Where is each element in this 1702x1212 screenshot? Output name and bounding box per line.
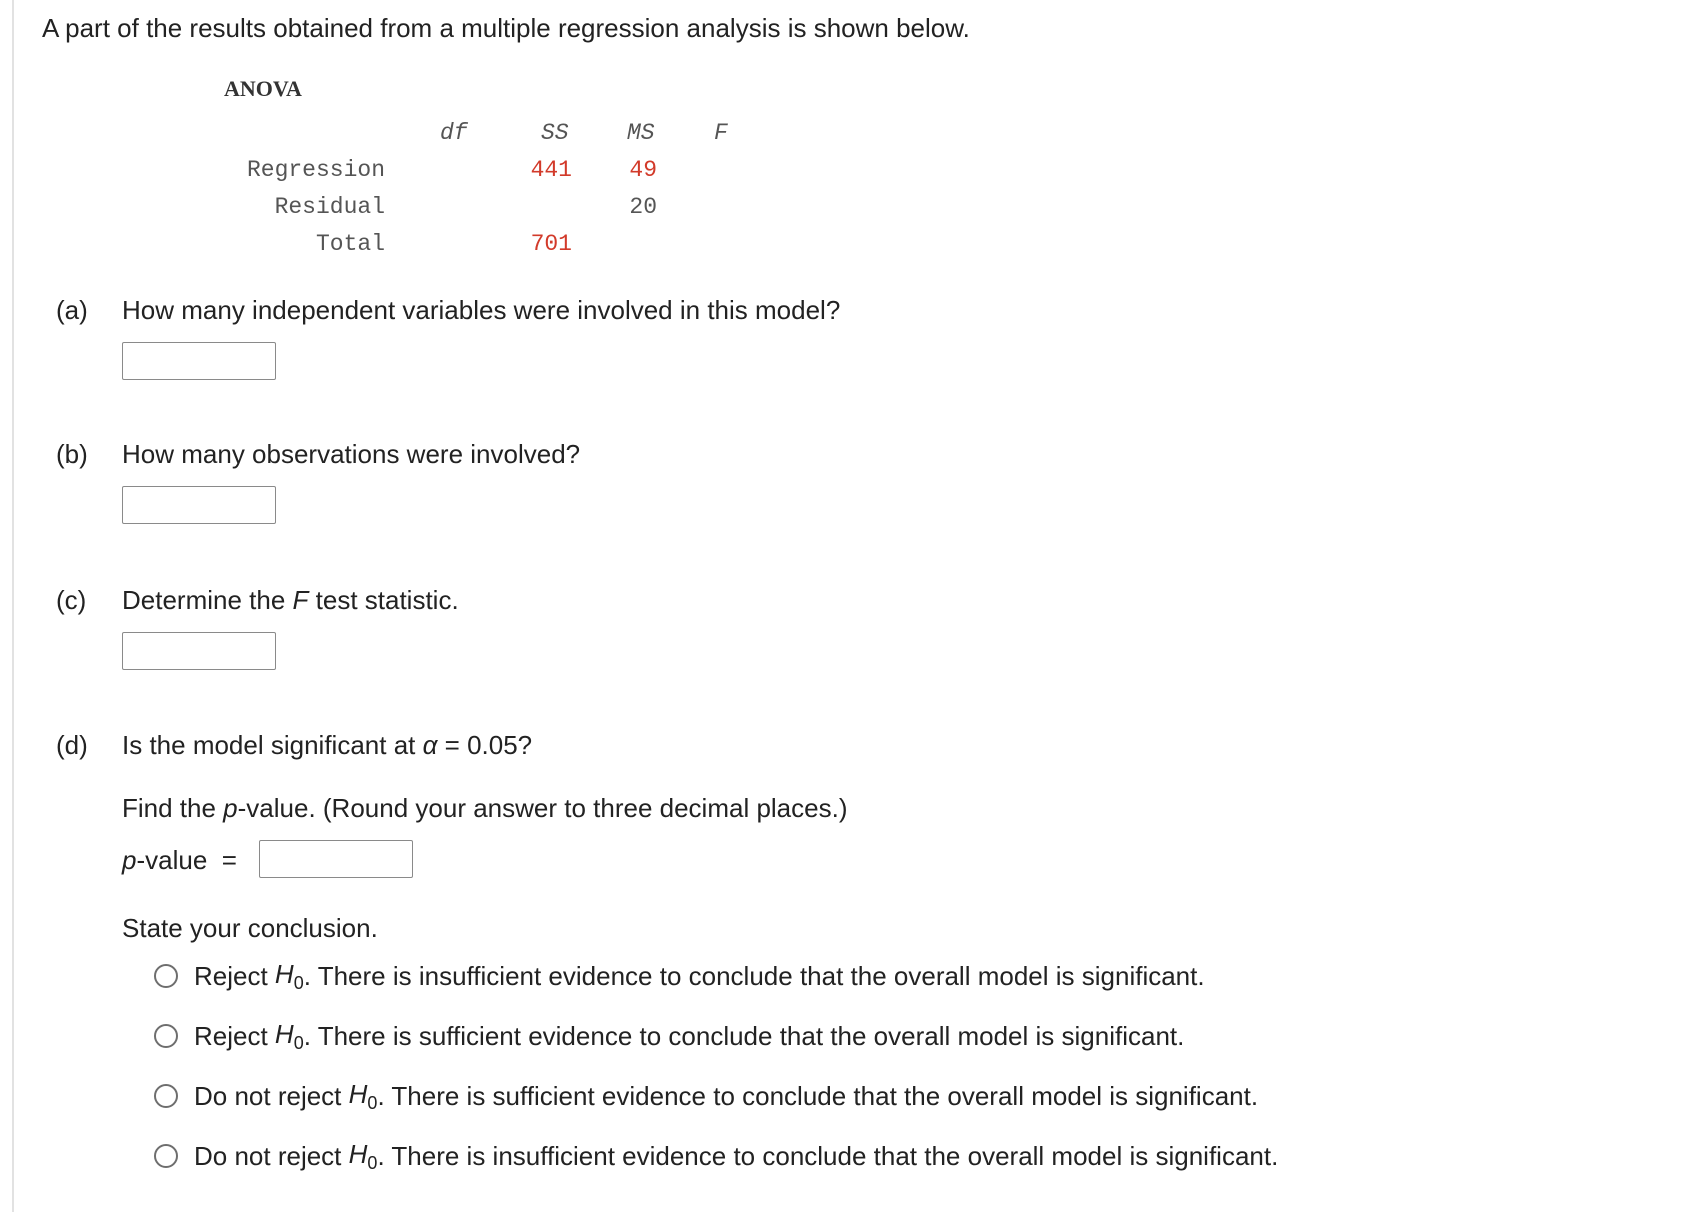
regression-ss: 441 bbox=[530, 157, 572, 183]
h0-symbol bbox=[349, 1139, 378, 1174]
anova-title: ANOVA bbox=[224, 76, 302, 101]
header-ms: MS bbox=[627, 120, 655, 146]
regression-ms: 49 bbox=[629, 157, 657, 183]
row-label-regression: Regression bbox=[246, 157, 385, 183]
header-f: F bbox=[714, 120, 728, 146]
pvalue-label-p: p bbox=[122, 845, 137, 875]
option-2-prefix: Reject bbox=[194, 1020, 275, 1051]
h-subscript: 0 bbox=[367, 1092, 378, 1113]
answer-c-input[interactable] bbox=[122, 632, 276, 670]
option-2-suffix: . There is sufficient evidence to conclude that the overall model is significant. bbox=[303, 1020, 1185, 1051]
h-letter: H bbox=[348, 1078, 368, 1109]
radio-button-2[interactable] bbox=[154, 1024, 178, 1048]
option-3-prefix: Do not reject bbox=[194, 1080, 349, 1111]
radio-button-4[interactable] bbox=[154, 1144, 178, 1168]
question-d-text-after: = 0.05? bbox=[437, 730, 533, 760]
option-3-suffix: . There is sufficient evidence to conclude that the overall model is significant. bbox=[377, 1080, 1259, 1111]
h-letter: H bbox=[274, 958, 294, 989]
h0-symbol bbox=[275, 959, 304, 994]
conclusion-option-1[interactable] bbox=[154, 959, 1205, 993]
p-variable: p bbox=[223, 793, 238, 823]
conclusion-option-4[interactable] bbox=[154, 1139, 1278, 1173]
total-ss: 701 bbox=[530, 231, 572, 257]
question-a-label: (a) bbox=[56, 295, 88, 325]
h-letter: H bbox=[348, 1138, 368, 1169]
row-label-residual: Residual bbox=[274, 194, 385, 220]
row-label-total: Total bbox=[315, 231, 385, 257]
question-c-text-after: test statistic. bbox=[308, 585, 459, 615]
option-1-prefix: Reject bbox=[194, 960, 275, 991]
question-d-label: (d) bbox=[56, 730, 88, 760]
residual-ms: 20 bbox=[629, 194, 657, 220]
h0-symbol bbox=[275, 1019, 304, 1054]
h0-symbol bbox=[349, 1079, 378, 1114]
answer-b-input[interactable] bbox=[122, 486, 276, 524]
header-df: df bbox=[440, 120, 468, 146]
h-subscript: 0 bbox=[293, 1032, 304, 1053]
option-4-suffix: . There is insufficient evidence to conclude that the overall model is significant. bbox=[377, 1140, 1279, 1171]
option-4-prefix: Do not reject bbox=[194, 1140, 349, 1171]
pvalue-label-after: -value = bbox=[136, 845, 237, 875]
h-letter: H bbox=[274, 1018, 294, 1049]
pvalue-prompt-after: -value. (Round your answer to three decimal places.) bbox=[237, 793, 848, 823]
pvalue-input[interactable] bbox=[259, 840, 413, 878]
question-c-text-before: Determine the bbox=[122, 585, 293, 615]
conclusion-option-3[interactable] bbox=[154, 1079, 1258, 1113]
question-d-text-before: Is the model significant at bbox=[122, 730, 423, 760]
pvalue-label bbox=[122, 843, 237, 877]
h-subscript: 0 bbox=[367, 1152, 378, 1173]
header-ss: SS bbox=[541, 120, 569, 146]
question-c-label: (c) bbox=[56, 585, 87, 615]
answer-a-input[interactable] bbox=[122, 342, 276, 380]
radio-button-3[interactable] bbox=[154, 1084, 178, 1108]
h-subscript: 0 bbox=[293, 972, 304, 993]
question-b-text: How many observations were involved? bbox=[122, 439, 581, 469]
conclusion-option-2[interactable] bbox=[154, 1019, 1184, 1053]
pvalue-prompt bbox=[122, 791, 848, 825]
radio-button-1[interactable] bbox=[154, 964, 178, 988]
pvalue-prompt-before: Find the bbox=[122, 793, 224, 823]
question-b-label: (b) bbox=[56, 439, 88, 469]
question-a-text: How many independent variables were involved in this model? bbox=[122, 295, 841, 325]
conclusion-prompt: State your conclusion. bbox=[122, 913, 378, 943]
question-d-text bbox=[122, 728, 532, 762]
question-c-text bbox=[122, 583, 459, 617]
alpha-symbol: α bbox=[422, 730, 438, 760]
intro-text: A part of the results obtained from a multiple regression analysis is shown below. bbox=[42, 13, 970, 43]
f-variable: F bbox=[292, 585, 309, 615]
option-1-suffix: . There is insufficient evidence to conclude that the overall model is significant. bbox=[303, 960, 1205, 991]
left-border bbox=[12, 0, 14, 1212]
